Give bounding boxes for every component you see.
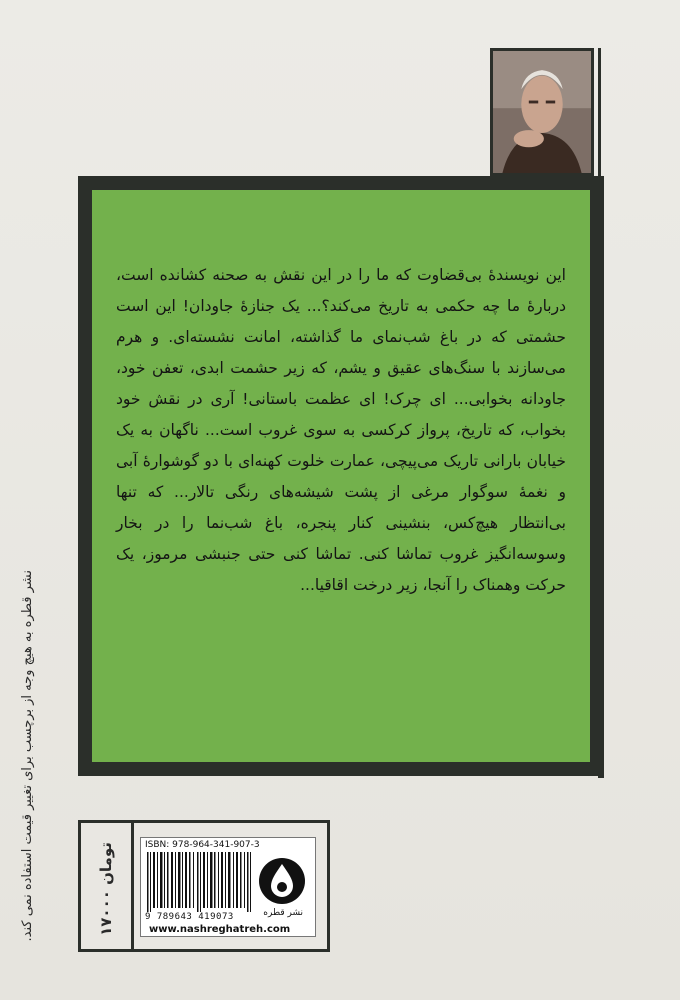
price-label: ۱۷۰۰۰ تومان	[97, 842, 115, 936]
publisher-website: www.nashreghatreh.com	[149, 924, 291, 935]
barcode-card	[140, 837, 316, 937]
barcode-icon	[145, 852, 253, 912]
blurb-panel-green	[92, 190, 590, 762]
price-box	[78, 820, 134, 952]
barcode-digits: 9 789643 419073	[145, 912, 234, 922]
publisher-logo-label: نشر قطره	[263, 908, 303, 918]
blurb-panel	[78, 176, 604, 776]
blurb-text: این نویسندهٔ بی‌قضاوت که ما را در این نقش به صحنه کشانده است، دربارهٔ ما چه حکمی به تاریخ می‌کند؟... یک جنازهٔ جاودان! این است حشمتی که در باغ شب‌نمای ما گذاشته، امانت نشسته‌ای. و هرم می‌سازند با سنگ‌های عقیق و یشم، که زیر حشمت ابدی، تعفن خود، جاودانه بخوابی... ای چرک! ای عظمت باستانی! آری در نقش خود بخواب، که تاریخ، پرواز کرکسی به سوی غروب است... ناگهان به یک خیابان بارانی تاریک می‌پیچی، عمارت خلوت کهنه‌ای با دو گوشوارهٔ آبی و نغمهٔ سوگوار مرغی از پشت شیشه‌های رنگی تالار... که تنها بی‌انتظار هیچ‌کس، بنشینی کنار پنجره، باغ شب‌نما را در بخار وسوسه‌انگیز غروب تماشا کنی. تماشا کنی حتی جنبشی مرموز، یک حرکت وهمناک را آنجا، زیر درخت اقاقیا...	[116, 266, 566, 594]
publisher-logo-icon	[257, 856, 307, 906]
barcode-box	[134, 820, 330, 952]
isbn-label: ISBN: 978-964-341-907-3	[145, 840, 260, 850]
price-notice: نشر قطره به هیچ وجه از برچسب برای تغییر قیمت استفاده نمی کند.	[20, 570, 35, 942]
author-photo	[490, 48, 594, 176]
